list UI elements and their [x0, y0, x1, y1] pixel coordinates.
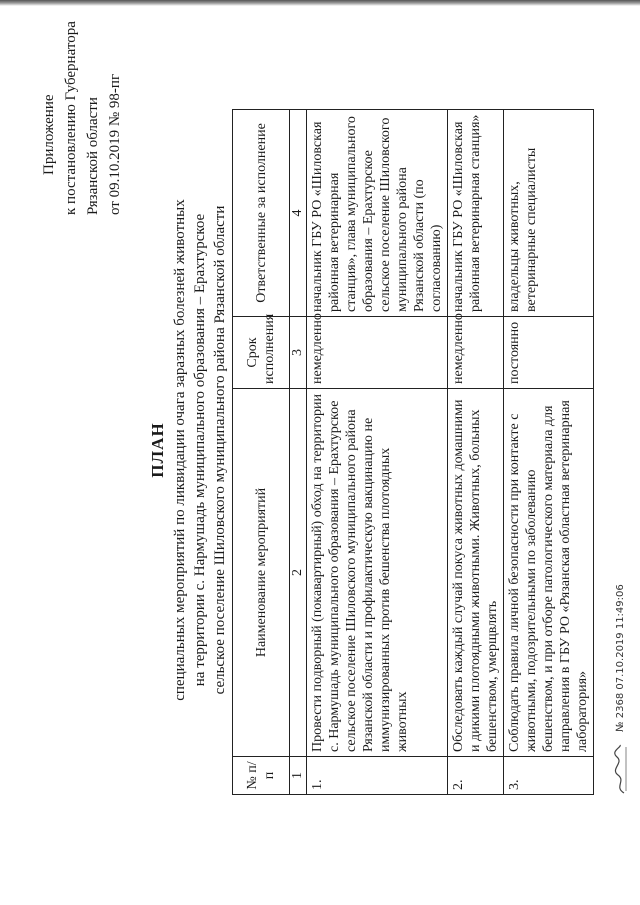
registration-footer — [612, 495, 628, 795]
column-number: 3 — [290, 317, 307, 389]
plan-heading: ПЛАН — [148, 422, 167, 478]
row-number: 1. — [307, 757, 448, 795]
annex-region-line: Рязанской области — [85, 97, 101, 215]
row-action: Обследовать каждый случай покуса животных домашними и дикими плотоядными животными. Животных, больных бешенством, умерщвлять — [448, 389, 504, 757]
row-responsible: владельцы животных, ветеринарные специалисты — [504, 110, 594, 317]
row-term: немедленно — [307, 317, 448, 389]
row-number: 3. — [504, 757, 594, 795]
measures-table — [232, 109, 594, 795]
row-number: 2. — [448, 757, 504, 795]
plan-subtitle-line-3: сельское поселение Шиловского муниципального района Рязанской области — [212, 205, 228, 695]
table-header-row — [233, 110, 290, 795]
document-title-block — [148, 85, 230, 815]
header-number: № п/п — [233, 757, 290, 795]
plan-subtitle-line-1: специальных мероприятий по ликвидации очага заразных болезней животных — [172, 199, 188, 701]
annex-title: Приложение — [41, 94, 57, 175]
header-term: Срок исполнения — [233, 317, 290, 389]
table-column-numbers-row — [290, 110, 307, 795]
header-responsible: Ответственные за исполнение — [233, 110, 290, 317]
column-number: 4 — [290, 110, 307, 317]
row-term: немедленно — [448, 317, 504, 389]
row-responsible: начальник ГБУ РО «Шиловская районная ветеринарная станция» — [448, 110, 504, 317]
row-term: постоянно — [504, 317, 594, 389]
row-action: Соблюдать правила личной безопасности при контакте с животными, подозрительными по заболеванию бешенством, и при отборе патологического материала для направления в ГБУ РО «Рязанская областная ветеринарная лаборатория» — [504, 389, 594, 757]
column-number: 2 — [290, 389, 307, 757]
row-action: Провести подворный (покавартирный) обход на территории с. Нармушадь муниципального образования – Ерахтурское сельское поселение Шиловского муниципального района Рязанской области и профилактическую вакцинацию не иммунизированных против бешенства плотоядных животных — [307, 389, 448, 757]
table-row — [448, 110, 504, 795]
column-number: 1 — [290, 757, 307, 795]
annex-date-line: от 09.10.2019 № 98-пг — [107, 73, 123, 215]
annex-block — [38, 5, 126, 215]
table-row — [504, 110, 594, 795]
header-action: Наименование мероприятий — [233, 389, 290, 757]
registration-number: № 2368 07.10.2019 11:49:06 — [615, 584, 626, 732]
row-responsible: начальник ГБУ РО «Шиловская районная ветеринарная станция», глава муниципального образования – Ерахтурское сельское поселение Шиловского муниципального района Рязанской области (по согласованию) — [307, 110, 448, 317]
plan-subtitle-line-2: на территории с. Нармушадь муниципального образования – Ерахтурское — [192, 213, 208, 687]
registration-stamp-icon — [612, 743, 628, 795]
table-row — [307, 110, 448, 795]
annex-decree-line: к постановлению Губернатора — [63, 21, 79, 215]
